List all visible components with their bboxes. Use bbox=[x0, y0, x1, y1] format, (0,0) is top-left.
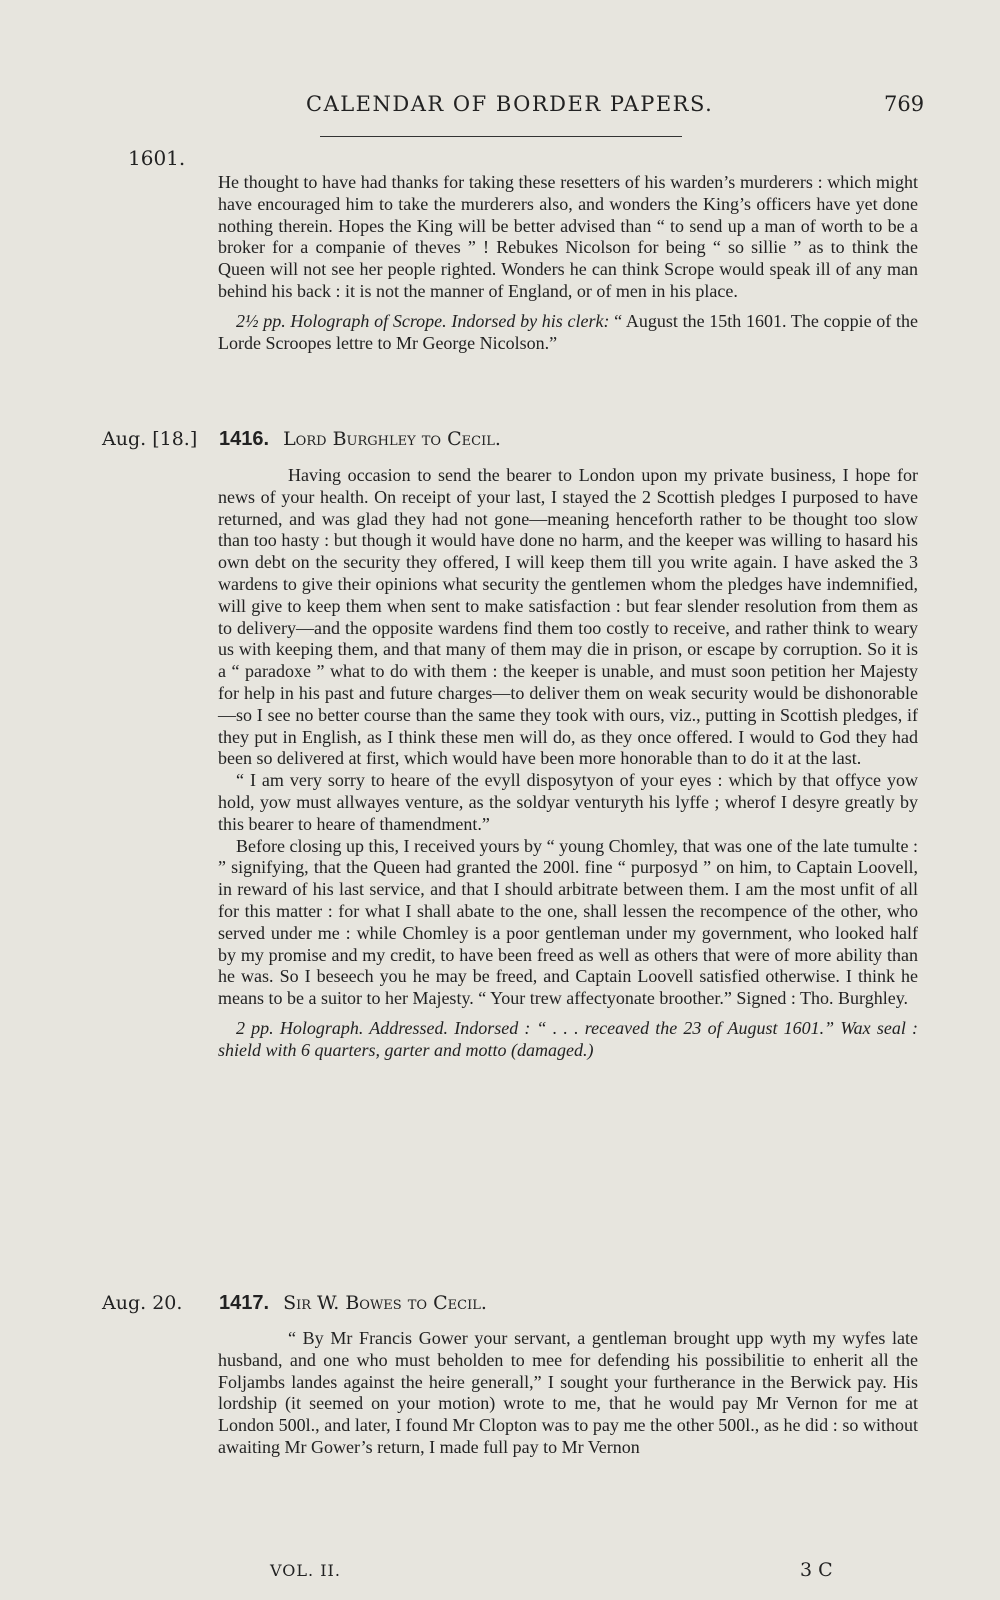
entry-1417-para-1: “ By Mr Francis Gower your servant, a gentleman brought upp wyth my wyfes late husband, and one who must beholden to mee for defending his possibilitie to enherit all the Foljambs landes against the heire generall,” I sought your furtherance in the Berwick pay. His lordship (it seemed on your motion) wrote to me, that he would pay Mr Vernon for me at London 500l., and later, I found Mr Clopton was to pay me the other 500l., as he did : so without awaiting Mr Gower’s return, I made full pay to Mr Vernon bbox=[218, 1328, 918, 1457]
entry-1417-body bbox=[218, 1328, 918, 1459]
entry-1416-date: Aug. [18.] bbox=[102, 428, 198, 450]
carryover-block bbox=[218, 172, 918, 354]
entry-1416-para-3: Before closing up this, I received yours by “ young Chomley, that was one of the late tumulte : ” signifying, that the Queen had granted the 200l. fine “ purposyd ” on him, to Captain Loovell, in reward of his last service, and that I should arbitrate between them. I am the most unfit of all for this matter : for what I shall abate to the one, shall lessen the recompence of the other, who served under me : while Chomley is a poor gentleman under my government, who looked half by my promise and my credit, to have been freed as well as others that were of more ability than he was. So I beseech you he may be freed, and Captain Loovell satisfied otherwise. I think he means to be a suitor to her Majesty. “ Your trew affectyonate broother.” Signed : Tho. Burghley. bbox=[218, 835, 918, 1009]
entry-1416-heading bbox=[219, 428, 501, 451]
entry-1417-number: 1417. bbox=[219, 1292, 270, 1314]
title-rule bbox=[320, 136, 682, 137]
entry-1417-heading bbox=[219, 1292, 487, 1315]
page-number: 769 bbox=[884, 92, 925, 116]
entry-1416-number: 1416. bbox=[219, 428, 270, 450]
entry-1416-para-2: “ I am very sorry to heare of the evyll disposytyon of your eyes : which by that offyce yow hold, yow must allwayes venture, as the soldyar venturyth his lyffe ; wherof I desyre greatly by this bearer to heare of thamendment.” bbox=[218, 770, 918, 834]
entry-1417-title: Sir W. Bowes to Cecil. bbox=[283, 1292, 487, 1314]
volume-label: VOL. II. bbox=[270, 1561, 341, 1580]
carryover-paragraph: He thought to have had thanks for taking these resetters of his warden’s murderers : which might have encouraged him to take the murderers also, and wonders the King’s officers have yet done nothing therein. Hopes the King will be better advised than “ to send up a man of worth to be a broker for a companie of theves ” ! Rebukes Nicolson for being “ so sillie ” as to think the Queen will not see her people righted. Wonders he can think Scrope would speak ill of any man behind his back : it is not the manner of England, or of men in his place. bbox=[218, 172, 918, 301]
signature-mark: 3 C bbox=[800, 1559, 833, 1581]
running-title: CALENDAR OF BORDER PAPERS. bbox=[306, 92, 714, 116]
carryover-note-italic: 2½ pp. Holograph of Scrope. Indorsed by his clerk: bbox=[236, 310, 610, 331]
carryover-note-rest: “ August the 15th 1601. The coppie of the Lorde Scroopes lettre to Mr George Nicolson.” bbox=[218, 310, 918, 353]
entry-1416-note: 2 pp. Holograph. Addressed. Indorsed : “ . . . receaved the 23 of August 1601.” Wax seal : shield with 6 quarters, garter and motto (damaged.) bbox=[218, 1017, 918, 1060]
carryover-note bbox=[218, 311, 918, 355]
entry-1416-title: Lord Burghley to Cecil. bbox=[283, 428, 501, 450]
entry-1416-para-1: Having occasion to send the bearer to London upon my private business, I hope for news of your health. On receipt of your last, I stayed the 2 Scottish pledges I purposed to have returned, and was glad they had not gone—meaning henceforth rather to be thought too slow than too hasty : but though it would have done no harm, and the keeper was willing to hasard his own debt on the security they offered, I will keep them till you write again. I have asked the 3 wardens to give their opinions what security the gentlemen whom the pledges have indemnified, will give to keep them when sent to make satisfaction : but fear slender resolution from them as to delivery—and the opposite wardens find them too costly to receive, and rather think to weary us with keeping them, and that many of them may die in prison, or escape by corruption. So it is a “ paradoxe ” what to do with them : the keeper is unable, and must soon petition her Majesty for help in his past and future charges—to deliver them on weak security would be dishonorable—so I see no better course than the same they took with ours, viz., putting in Scottish pledges, if they put in English, as I think these men will do, as they once offered. I would to God they had been so delivered at first, which would have been more honorable than to do it at the last. bbox=[218, 465, 918, 769]
entry-1417-date: Aug. 20. bbox=[102, 1292, 183, 1314]
entry-1416-body bbox=[218, 465, 918, 1062]
year-label: 1601. bbox=[128, 146, 186, 170]
